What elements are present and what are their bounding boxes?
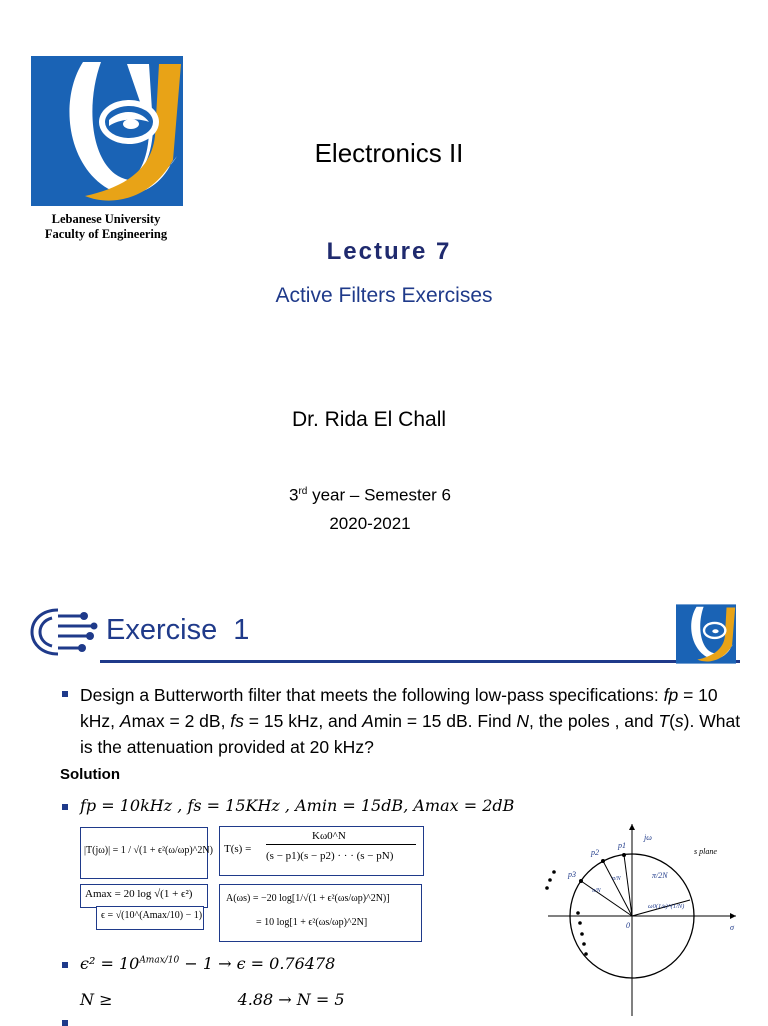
exercise-title — [106, 614, 249, 647]
lebanese-university-logo-small — [676, 604, 736, 664]
bullet-icon — [62, 962, 68, 968]
solution-label: Solution — [60, 766, 120, 783]
s-plane-diagram — [540, 820, 740, 1020]
s-plane-label: s plane — [694, 847, 717, 856]
jw-arrow-icon — [629, 824, 635, 830]
p1-label: p1 — [618, 841, 626, 850]
order-equation: N ≥ 4.88 → N = 5 — [80, 990, 345, 1009]
circuit-brain-icon — [28, 604, 98, 660]
sigma-label: σ — [730, 923, 734, 932]
faculty-name: Faculty of Engineering — [44, 227, 168, 241]
bullet-icon — [62, 1020, 68, 1026]
transfer-function-box: T(s) = Kω0^N (s − p1)(s − p2) · · · (s − pN) — [219, 826, 424, 876]
course-title: Electronics II — [314, 138, 464, 168]
academic-year: 2020-2021 — [329, 513, 411, 533]
radius-line-p1 — [624, 855, 632, 916]
angle-label-1: π/2N — [652, 871, 668, 880]
pole-markers — [545, 853, 626, 956]
angle-label-2: π/N — [612, 876, 621, 882]
exercise-number: 1 — [233, 614, 250, 646]
sigma-arrow-icon — [730, 913, 736, 919]
exercise-slide — [0, 590, 768, 1024]
magnitude-formula-box: |T(jω)| = 1 / √(1 + ϵ²(ω/ωp)^2N) — [80, 827, 208, 879]
radius-line-p3 — [581, 881, 632, 916]
university-name: Lebanese University — [51, 212, 161, 226]
lecture-subtitle: Active Filters Exercises — [275, 284, 493, 307]
radius-line-p2 — [603, 861, 632, 916]
title-divider — [100, 660, 740, 663]
bullet-icon — [62, 691, 68, 697]
angle-label-3: π/N — [592, 888, 601, 894]
year-semester: 3rd year – Semester 6 — [289, 485, 451, 505]
amax-formula-box: Amax = 20 log √(1 + ϵ²) — [80, 884, 208, 908]
lecture-number: Lecture 7 — [326, 238, 452, 265]
epsilon-formula-box: ϵ = √(10^(Amax/10) − 1) — [96, 906, 204, 930]
jw-label: jω — [644, 833, 652, 842]
origin-label: 0 — [626, 921, 630, 930]
lebanese-university-logo — [31, 56, 183, 206]
semester-info — [0, 478, 740, 538]
author-name: Dr. Rida El Chall — [291, 408, 447, 431]
radius-label: ω0(1/ϵ)^(1/N) — [648, 903, 685, 910]
p3-label: p3 — [568, 870, 576, 879]
attenuation-formula-box: A(ωs) = −20 log[1/√(1 + ϵ²(ωs/ωp)^2N)] = 10 log[1 + ϵ²(ωs/ωp)^2N] — [219, 884, 422, 942]
given-values-equation: fp = 10kHz , fs = 15KHz , Amin = 15dB, Amax = 2dB — [80, 796, 515, 815]
epsilon-equation: $\epsilon^2 = 10^{Amax/10} - 1 \to \epsilon = 0.76478$ — [80, 954, 336, 973]
exercise-word: Exercise — [106, 614, 218, 646]
exercise-question: Design a Butterworth filter that meets the following low-pass specifications: fp = 10 kHz, Amax = 2 dB, fs = 15 kHz, and Amin = 15 dB. Find N, the poles , and T(s). What is the attenuation provided at 20 kHz? — [80, 685, 741, 757]
p2-label: p2 — [591, 848, 599, 857]
bullet-icon — [62, 804, 68, 810]
